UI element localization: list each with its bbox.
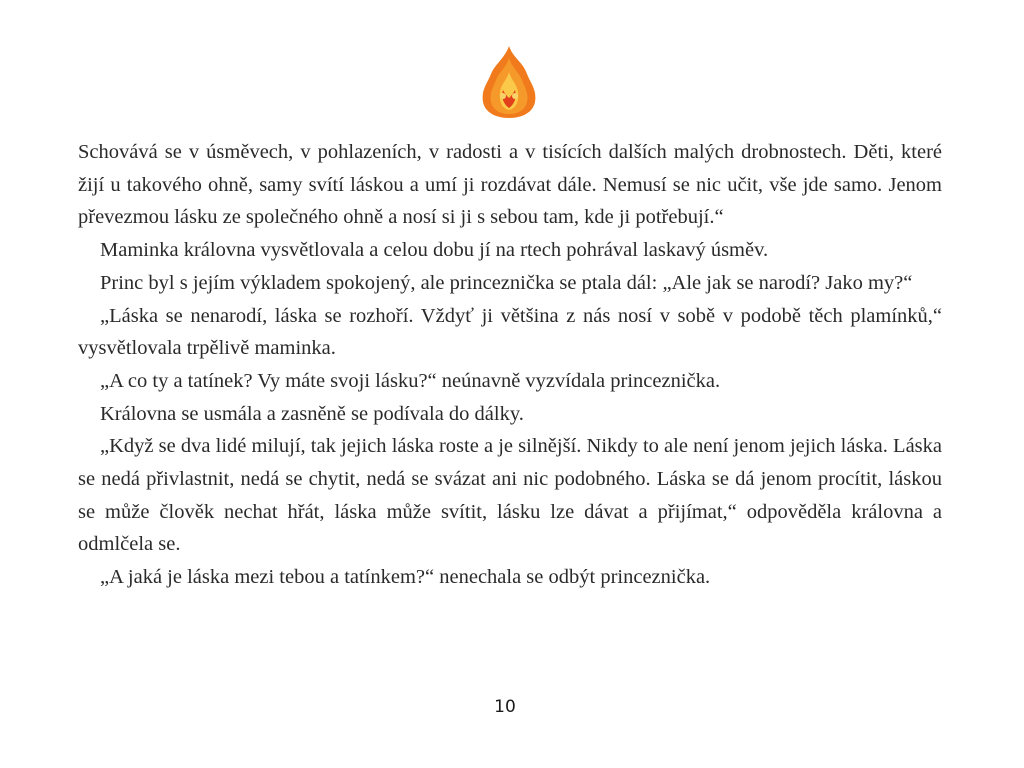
story-text (78, 136, 942, 594)
paragraph: „Láska se nenarodí, láska se rozhoří. Vždyť ji většina z nás nosí v sobě v podobě těch plamínků,“ vysvětlovala trpělivě maminka. (78, 304, 942, 360)
page-number: 10 (494, 697, 516, 717)
flame-icon (477, 44, 541, 120)
paragraph: Schovává se v úsměvech, v pohlazeních, v radosti a v tisících dalších malých drobnostech. Děti, které žijí u takového ohně, samy svítí láskou a umí ji rozdávat dále. Nemusí se nic učit, vše jde samo. Jenom převezmou lásku ze společného ohně a nosí si ji s sebou tam, kde ji potřebují.“ (78, 141, 942, 229)
paragraph: „A co ty a tatínek? Vy máte svoji lásku?“ neúnavně vyzvídala princeznička. (100, 369, 721, 392)
paragraph: „A jaká je láska mezi tebou a tatínkem?“ nenechala se odbýt princeznička. (100, 566, 711, 589)
paragraph: Princ byl s jejím výkladem spokojený, ale princeznička se ptala dál: „Ale jak se narodí? Jako my?“ (100, 271, 913, 294)
paragraph: Královna se usmála a zasněně se podívala do dálky. (100, 402, 524, 425)
paragraph: „Když se dva lidé milují, tak jejich láska roste a je silnější. Nikdy to ale není jenom jejich láska. Láska se nedá přivlastnit, nedá se chytit, nedá se svázat ani nic podobného. Láska se dá jenom procítit, láskou se může člověk nechat hřát, láska může svítit, lásku lze dávat a přijímat,“ odpověděla královna a odmlčela se. (78, 435, 942, 556)
paragraph: Maminka královna vysvětlovala a celou dobu jí na rtech pohrával laskavý úsměv. (100, 239, 769, 262)
